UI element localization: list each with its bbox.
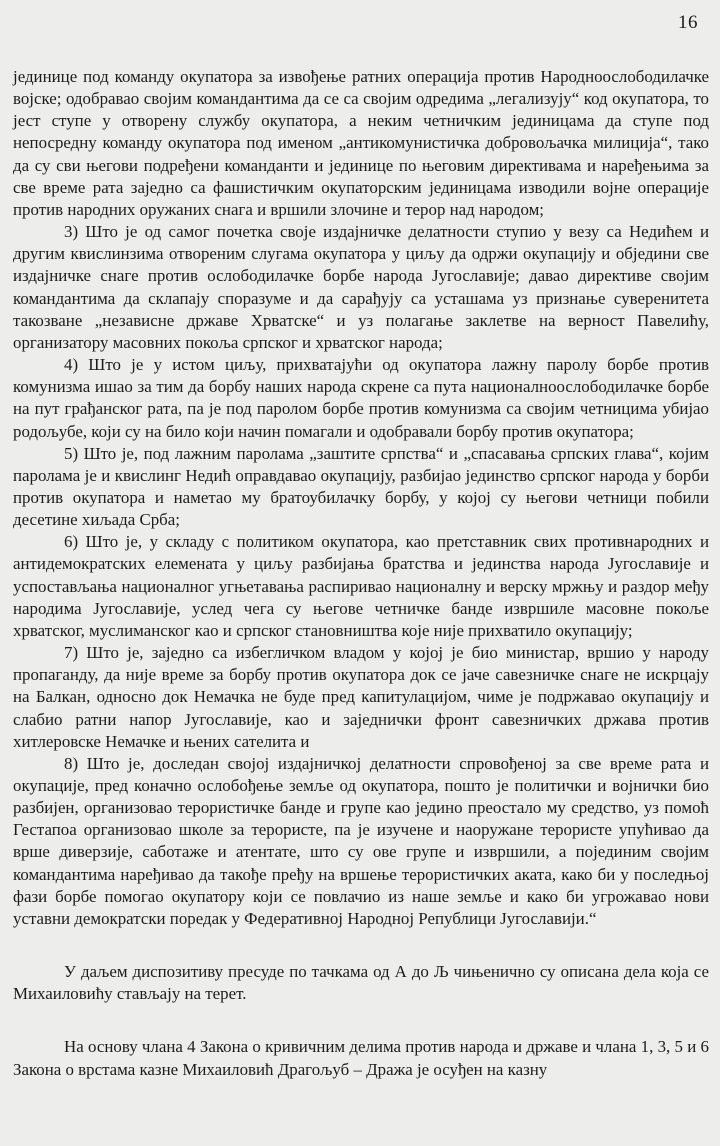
- paragraph: 4) Што је у истом циљу, прихватајући од окупатора лажну паролу борбе против комунизма ишао за тим да борбу наших народа скрене са пута националноослободилачке борбе на пут грађанског рата, па је под паролом борбе против комунизма са својим четницима убијао родољубе, који су на било који начин помагали и одобравали борбу против окупатора;: [13, 355, 709, 441]
- paragraph: 6) Што је, у складу с политиком окупатора, као претставник свих противнародних и антидемократских елемената у циљу разбијања братства и јединства народа Југославије и успостављања националног угњетавања распиривао националну и верску мржњу и раздор међу народима Југославије, услед чега су његове четничке банде извршиле масовне покоље хрватског, муслиманског као и српског становништва које није прихватило окупацију;: [13, 532, 709, 640]
- document-body: [13, 66, 709, 1081]
- page-number: 16: [678, 12, 698, 33]
- paragraph: 3) Што је од самог почетка своје издајничке делатности ступио у везу са Недићем и другим квислинзима отвореним слугама окупатора у циљу да одржи окупацију и обједини све издајничке снаге против ослободилачке борбе народа Југославије; давао директиве својим командантима да склапају споразуме и да сарађују са усташама уз признање суверенитета такозване „независне државе Хрватске“ и уз полагање заклетве на верност Павелићу, организатору масовних покоља српског и хрватског народа;: [13, 222, 709, 352]
- paragraph: На основу члана 4 Закона о кривичним делима против народа и државе и члана 1, 3, 5 и 6 Закона о врстама казне Михаиловић Драгољуб – Дража је осуђен на казну: [13, 1037, 709, 1079]
- paragraph: 5) Што је, под лажним паролама „заштите српства“ и „спасавања српских глава“, којим паролама је и квислинг Недић оправдавао окупацију, разбијао јединство српског народа у борби против окупатора и наметао му братоубилачку борбу, у којој су његови четници побили десетине хиљада Срба;: [13, 443, 709, 530]
- paragraph: јединице под команду окупатора за извођење ратних операција против Народноослободилачке војске; одобравао својим командантима да се са својим одредима „легализују“ код окупатора, то јест ступе у отворену службу окупатора, а неким четничким јединицама да ступе под непосредну команду окупатора под именом „антикомунистичка добровољачка милиција“, тако да су сви његови подређени команданти и јединице по његовим директивама и наређењима за све време рата заједно са фашистичким окупаторским јединицама изводили војне операције против народних оружаних снага и вршили злочине и терор над народом;: [13, 67, 709, 219]
- paragraph: У даљем диспозитиву пресуде по тачкама од А до Љ чињенично су описана дела која се Михаиловићу стављају на терет.: [13, 962, 709, 1004]
- paragraph: 7) Што је, заједно са избегличком владом у којој је био министар, вршио у народу пропаганду, да није време за борбу против окупатора док се јаче савезничке снаге не искрцају на Балкан, односно док Немачка не буде пред капитулацијом, чиме је подржавао окупацију и слабио ратни напор Југославије, као и заједнички фронт савезничких држава против хитлеровске Немачке и њених сателита и: [13, 643, 709, 751]
- paragraph: 8) Што је, доследан својој издајничкој делатности спровођеној за све време рата и окупације, пред коначно ослобођење земље од окупатора, пошто је политички и војнички био разбијен, организовао терористичке банде и групе као једино преостало му средство, уз помоћ Гестапоа организовао школе за терористе, па је изучене и наоружане терористе упућивао да врше диверзије, саботаже и атентате, што су ове групе и извршили, а појединим својим командантима наређивао да такође пређу на вршење терористичких аката, како би у последњој фази борбе помогао окупатору који се повлачио из наше земље и како би угрожавао нови уставни демократски поредак у Федеративној Народној Републици Југославији.“: [13, 753, 709, 928]
